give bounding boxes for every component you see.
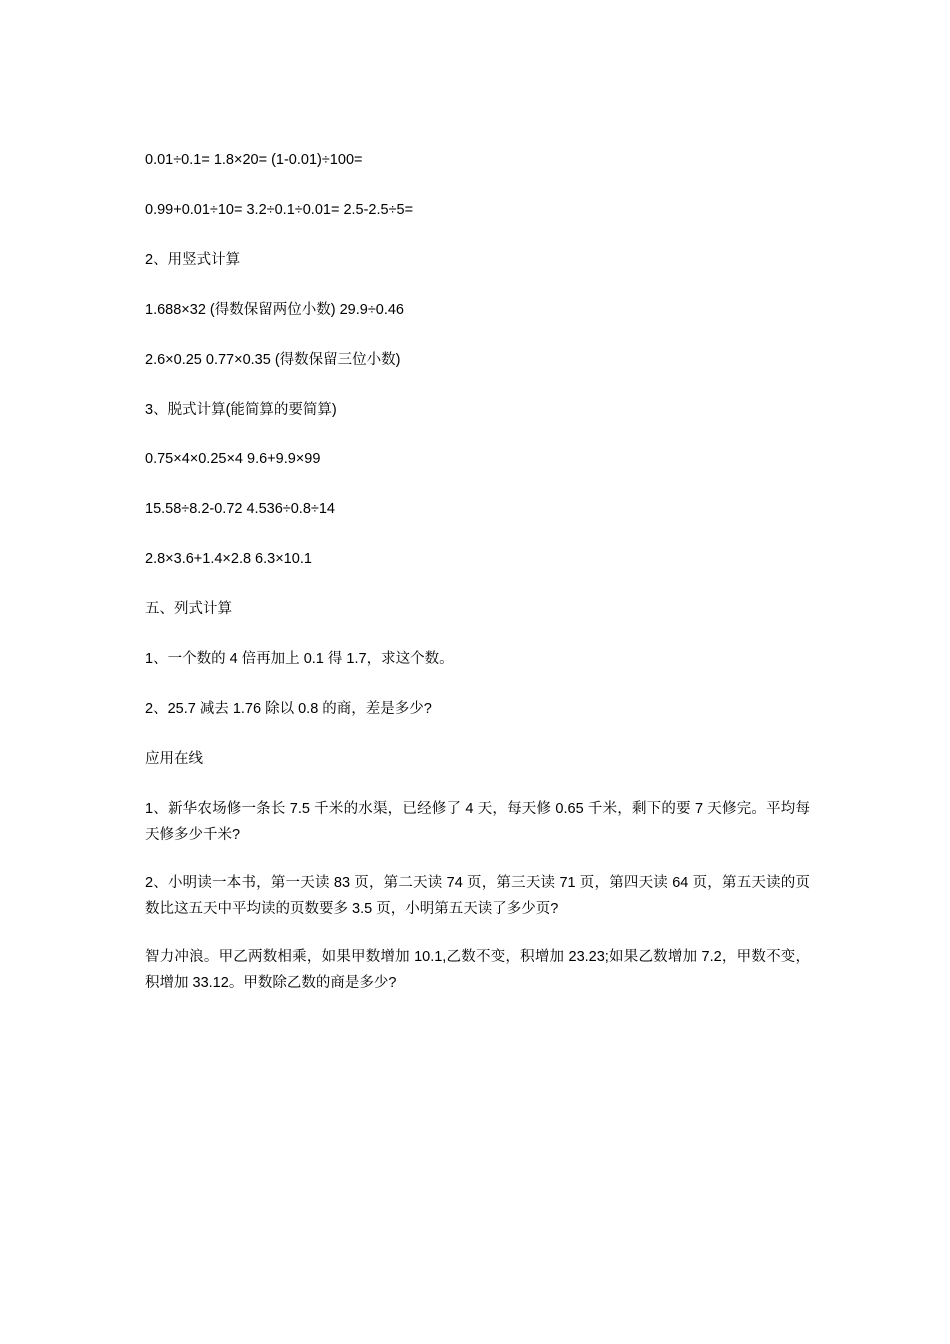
paragraph: 1.688×32 (得数保留两位小数) 29.9÷0.46 <box>145 302 404 318</box>
section-heading: 2、用竖式计算 <box>145 252 241 268</box>
paragraph: 15.58÷8.2-0.72 4.536÷0.8÷14 <box>145 501 335 517</box>
paragraph: 1、新华农场修一条长 7.5 千米的水渠，已经修了 4 天，每天修 0.65 千米，剩下的要 7 天修完。平均每天修多少千米? <box>145 801 810 843</box>
paragraph: 0.99+0.01÷10= 3.2÷0.1÷0.01= 2.5-2.5÷5= <box>145 202 414 218</box>
paragraph: 2.8×3.6+1.4×2.8 6.3×10.1 <box>145 551 312 567</box>
section-heading: 五、列式计算 <box>145 601 232 617</box>
paragraph: 1、一个数的 4 倍再加上 0.1 得 1.7，求这个数。 <box>145 651 454 667</box>
paragraph: 0.01÷0.1= 1.8×20= (1-0.01)÷100= <box>145 152 363 168</box>
paragraph: 智力冲浪。甲乙两数相乘，如果甲数增加 10.1,乙数不变，积增加 23.23;如果乙数增加 7.2，甲数不变，积增加 33.12。甲数除乙数的商是多少? <box>145 949 810 991</box>
paragraph: 2.6×0.25 0.77×0.35 (得数保留三位小数) <box>145 352 401 368</box>
paragraph: 2、小明读一本书，第一天读 83 页，第二天读 74 页，第三天读 71 页，第四天读 64 页，第五天读的页数比这五天中平均读的页数要多 3.5 页，小明第五天读了多少页? <box>145 875 810 917</box>
section-heading: 3、脱式计算(能简算的要简算) <box>145 402 337 418</box>
section-heading: 应用在线 <box>145 751 203 767</box>
paragraph: 0.75×4×0.25×4 9.6+9.9×99 <box>145 451 321 467</box>
paragraph: 2、25.7 减去 1.76 除以 0.8 的商，差是多少? <box>145 701 432 717</box>
